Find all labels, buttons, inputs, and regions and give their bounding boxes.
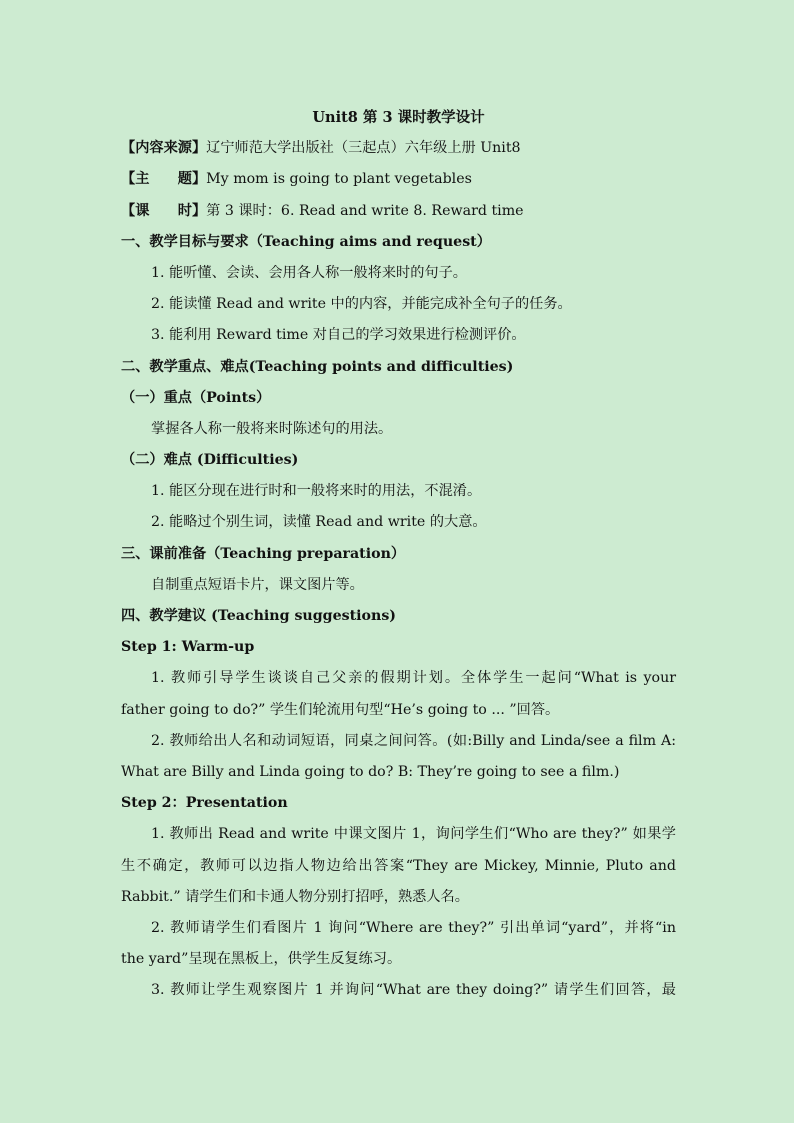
paragraph-line: the yard”呈现在黑板上，供学生反复练习。 bbox=[121, 951, 402, 968]
meta-label: 【主 题】 bbox=[121, 171, 207, 188]
section-heading: 一、教学目标与要求（Teaching aims and request） bbox=[121, 233, 491, 250]
paragraph-line: Rabbit.” 请学生们和卡通人物分别打招呼，熟悉人名。 bbox=[121, 888, 469, 905]
meta-label: 【课 时】 bbox=[121, 202, 207, 219]
step-heading: Step 1: Warm-up bbox=[121, 639, 255, 656]
list-item: 1. 能区分现在进行时和一般将来时的用法，不混淆。 bbox=[151, 483, 482, 500]
meta-value: My mom is going to plant vegetables bbox=[206, 171, 472, 188]
subsection-heading: （一）重点（Points） bbox=[121, 389, 271, 406]
section-heading: 四、教学建议 (Teaching suggestions) bbox=[121, 608, 397, 624]
paragraph: 自制重点短语卡片，课文图片等。 bbox=[151, 576, 364, 593]
doc-title: Unit8 第 3 课时教学设计 bbox=[312, 109, 485, 126]
step-heading: Step 2：Presentation bbox=[121, 795, 288, 812]
paragraph-line: 2. 教师请学生们看图片 1 询问“Where are they?” 引出单词“yard”，并将“in bbox=[151, 919, 676, 936]
paragraph-line: 3. 教师让学生观察图片 1 并询问“What are they doing?” 请学生们回答，最 bbox=[151, 982, 676, 999]
paragraph-line: 1. 教师出 Read and write 中课文图片 1，询问学生们“Who are they?” 如果学 bbox=[151, 826, 676, 843]
meta-value: 辽宁师范大学出版社（三起点）六年级上册 Unit8 bbox=[206, 140, 521, 157]
section-heading: 二、教学重点、难点(Teaching points and difficulties) bbox=[121, 358, 514, 375]
section-heading: 三、课前准备（Teaching preparation） bbox=[121, 545, 406, 562]
meta-period bbox=[121, 196, 676, 227]
paragraph-line: father going to do?” 学生们轮流用句型“He’s going to ... ”回答。 bbox=[121, 701, 560, 718]
paragraph: 掌握各人称一般将来时陈述句的用法。 bbox=[151, 420, 393, 437]
list-item: 1. 能听懂、会读、会用各人称一般将来时的句子。 bbox=[151, 264, 467, 281]
document-body bbox=[121, 102, 676, 1006]
meta-value: 第 3 课时：6. Read and write 8. Reward time bbox=[206, 202, 524, 219]
paragraph-line: What are Billy and Linda going to do? B: They’re going to see a film.) bbox=[121, 763, 620, 780]
paragraph-line: 2. 教师给出人名和动词短语，同桌之间问答。(如:Billy and Linda/see a film A: bbox=[151, 732, 676, 749]
subsection-heading: （二）难点 (Difficulties) bbox=[121, 452, 299, 469]
meta-label: 【内容来源】 bbox=[121, 140, 207, 157]
list-item: 2. 能读懂 Read and write 中的内容，并能完成补全句子的任务。 bbox=[151, 296, 572, 313]
list-item: 3. 能利用 Reward time 对自己的学习效果进行检测评价。 bbox=[151, 327, 526, 344]
list-item: 2. 能略过个别生词，读懂 Read and write 的大意。 bbox=[151, 514, 487, 531]
paragraph-line: 生不确定，教师可以边指人物边给出答案“They are Mickey, Minnie, Pluto and bbox=[121, 857, 676, 874]
meta-topic bbox=[121, 164, 676, 195]
paragraph-line: 1. 教师引导学生谈谈自己父亲的假期计划。全体学生一起问“What is your bbox=[151, 670, 676, 687]
meta-source bbox=[121, 133, 676, 164]
